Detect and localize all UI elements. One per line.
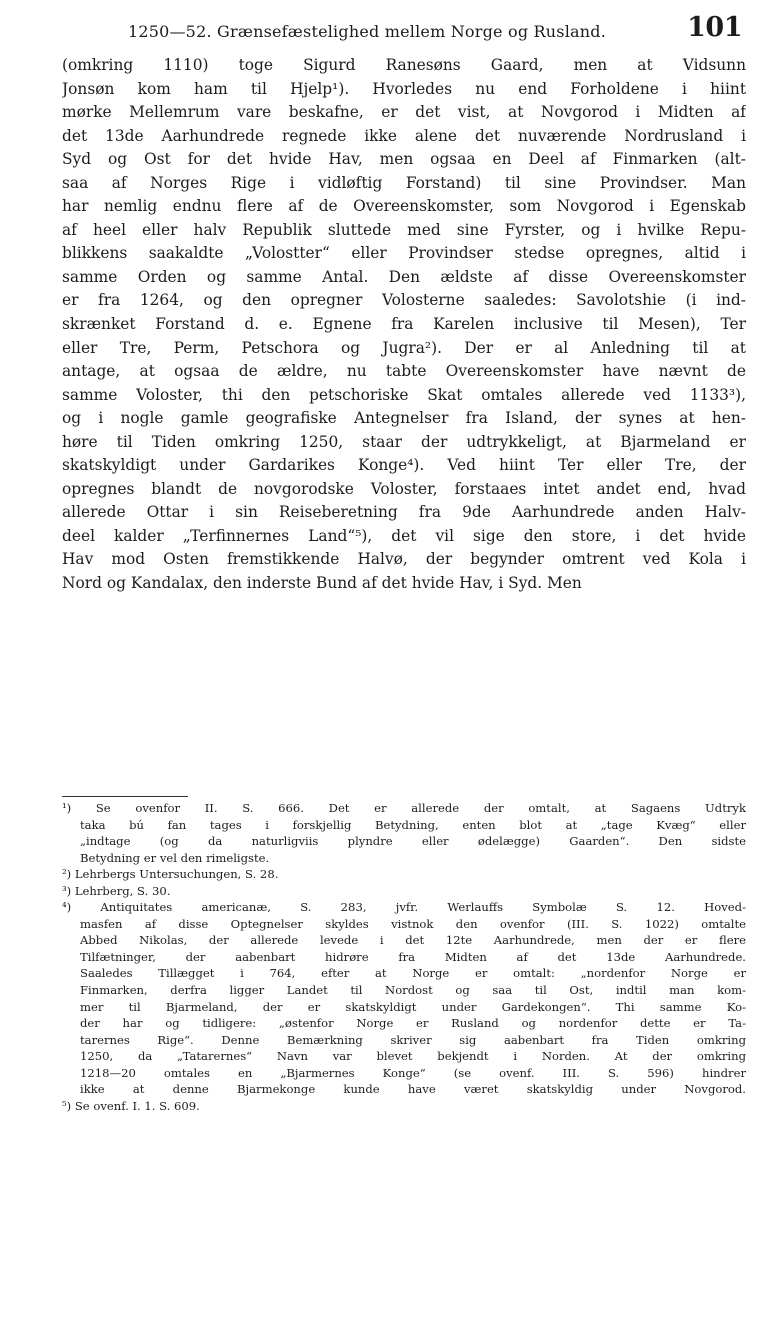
body-line: er fra 1264, og den opregner Volosterne saaledes: Savolotshie (i ind- xyxy=(62,291,746,310)
footnote-line: ¹) Se ovenfor II. S. 666. Det er allerede der omtalt, at Sagaens Udtryk xyxy=(62,801,746,815)
footnote-line: mer til Bjarmeland, der er skatskyldigt under Gardekongen“. Thi samme Ko- xyxy=(80,999,746,1014)
footnote-line: ²) Lehrbergs Untersuchungen, S. 28. xyxy=(62,867,279,882)
body-line: samme Orden og samme Antal. Den ældste af disse Overeenskomster xyxy=(62,267,746,286)
body-line: mørke Mellemrum vare beskafne, er det vist, at Novgorod i Midten af xyxy=(62,103,746,122)
footnote-line: Abbed Nikolas, der allerede levede i det 12te Aarhundrede, men der er flere xyxy=(80,933,746,948)
footnote-line: Finmarken, derfra ligger Landet til Nordost og saa til Ost, indtil man kom- xyxy=(80,983,746,998)
body-line: Syd og Ost for det hvide Hav, men ogsaa en Deel af Finmarken (alt- xyxy=(62,150,746,169)
body-line: opregnes blandt de novgorodske Voloster, forstaaes intet andet end, hvad xyxy=(62,479,746,498)
body-line: (omkring 1110) toge Sigurd Ranesøns Gaard, men at Vidsunn xyxy=(62,56,746,74)
body-line: Hav mod Osten fremstikkende Halvø, der begynder omtrent ved Kola i xyxy=(62,550,746,569)
body-line: skatskyldigt under Gardarikes Konge⁴). Ved hiint Ter eller Tre, der xyxy=(62,456,746,475)
body-line: af heel eller halv Republik sluttede med sine Fyrster, og i hvilke Repu- xyxy=(62,220,746,239)
footnote-line: masfen af disse Optegnelser skyldes vistnok den ovenfor (III. S. 1022) omtalte xyxy=(80,916,746,931)
body-line: høre til Tiden omkring 1250, staar der udtrykkeligt, at Bjarmeland er xyxy=(62,432,746,451)
page-number: 101 xyxy=(687,12,742,43)
footnote-line: ³) Lehrberg, S. 30. xyxy=(62,883,171,898)
footnote-divider xyxy=(62,796,188,797)
body-line: allerede Ottar i sin Reiseberetning fra 9de Aarhundrede anden Halv- xyxy=(62,503,746,522)
body-line: deel kalder „Terfinnernes Land“⁵), det vil sige den store, i det hvide xyxy=(62,526,746,545)
footnote-line: Tilfætninger, der aabenbart hidrøre fra Midten af det 13de Aarhundrede. xyxy=(80,949,746,964)
footnotes xyxy=(62,800,746,1114)
footnote-line: ⁴) Antiquitates americanæ, S. 283, jvfr. Werlauffs Symbolæ S. 12. Hoved- xyxy=(62,900,746,915)
body-text xyxy=(62,54,746,596)
body-line: antage, at ogsaa de ældre, nu tabte Overeenskomster have nævnt de xyxy=(62,362,746,381)
body-line: samme Voloster, thi den petschoriske Skat omtales allerede ved 1133³), xyxy=(62,385,746,404)
footnote-line: Betydning er vel den rimeligste. xyxy=(80,850,270,865)
footnote-line: tarernes Rige“. Denne Bemærkning skriver sig aabenbart fra Tiden omkring xyxy=(80,1032,746,1047)
footnote-line: taka bú fan tages i forskjellig Betydning, enten blot at „tage Kvæg“ eller xyxy=(80,817,746,832)
body-line: og i nogle gamle geografiske Antegnelser fra Island, der synes at hen- xyxy=(62,409,746,428)
footnote-line: ikke at denne Bjarmekonge kunde have været skatskyldig under Novgorod. xyxy=(80,1082,746,1097)
running-head: 1250—52. Grænsefæstelighed mellem Norge og Rusland. xyxy=(127,22,607,41)
footnote-line: der har og tidligere: „østenfor Norge er Rusland og nordenfor dette er Ta- xyxy=(80,1016,746,1031)
body-line: Jonsøn kom ham til Hjelp¹). Hvorledes nu end Forholdene i hiint xyxy=(62,79,746,98)
body-line: saa af Norges Rige i vidløftig Forstand) til sine Provindser. Man xyxy=(62,173,746,192)
footnote-line: 1250, da „Tatarernes“ Navn var blevet bekjendt i Norden. At der omkring xyxy=(80,1049,746,1064)
page-header xyxy=(62,12,742,52)
footnote-line: Saaledes Tillægget i 764, efter at Norge er omtalt: „nordenfor Norge er xyxy=(80,966,746,981)
body-line: det 13de Aarhundrede regnede ikke alene det nuværende Nordrusland i xyxy=(62,126,746,145)
footnote-line: 1218—20 omtales en „Bjarmernes Konge“ (se ovenf. III. S. 596) hindrer xyxy=(80,1065,746,1080)
body-line: eller Tre, Perm, Petschora og Jugra²). Der er al Anledning til at xyxy=(62,338,746,357)
body-line: Nord og Kandalax, den inderste Bund af det hvide Hav, i Syd. Men xyxy=(62,574,582,593)
body-line: har nemlig endnu flere af de Overeenskomster, som Novgorod i Egenskab xyxy=(62,197,746,216)
footnote-line: ⁵) Se ovenf. I. 1. S. 609. xyxy=(62,1098,200,1113)
footnote-line: „indtage (og da naturligviis plyndre eller ødelægge) Gaarden“. Den sidste xyxy=(80,834,746,849)
body-line: blikkens saakaldte „Volostter“ eller Provindser stedse opregnes, altid i xyxy=(62,244,746,263)
body-line: skrænket Forstand d. e. Egnene fra Karelen inclusive til Mesen), Ter xyxy=(62,315,746,334)
